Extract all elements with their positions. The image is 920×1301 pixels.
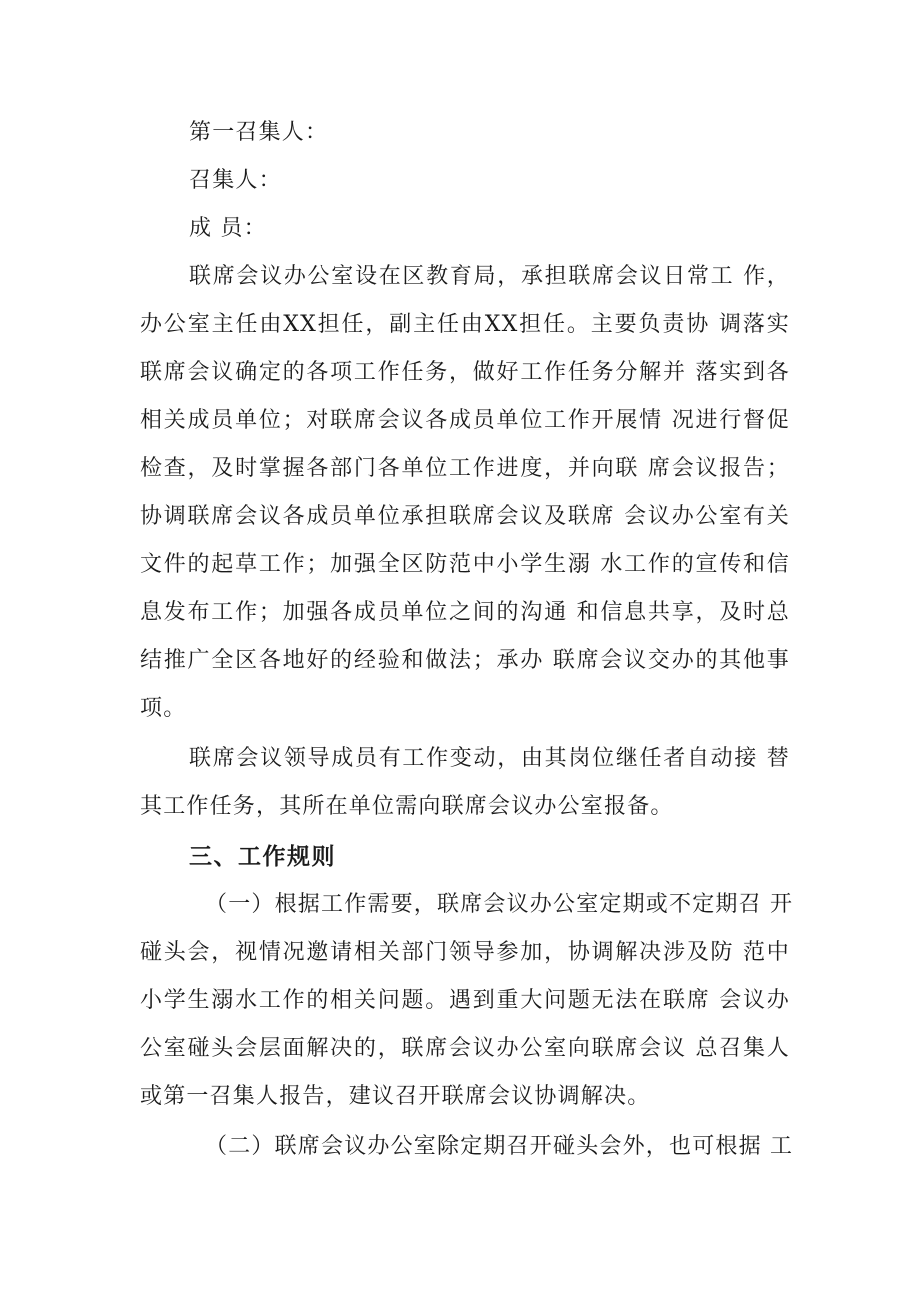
paragraph-line: 小学生溺水工作的相关问题。遇到重大问题无法在联席 会议办 xyxy=(140,988,790,1013)
paragraph-line: 文件的起草工作；加强全区防范中小学生溺 水工作的宣传和信 xyxy=(140,552,790,577)
paragraph-line: 相关成员单位；对联席会议各成员单位工作开展情 况进行督促 xyxy=(140,408,790,433)
convener-first-label: 第一召集人： xyxy=(189,120,329,145)
paragraph-line: （二）联席会议办公室除定期召开碰头会外，也可根据 工 xyxy=(205,1134,794,1159)
members-label: 成 员： xyxy=(189,216,267,241)
paragraph-line: 碰头会，视情况邀请相关部门领导参加，协调解决涉及防 范中 xyxy=(140,940,790,965)
paragraph-line: 结推广全区各地好的经验和做法；承办 联席会议交办的其他事 xyxy=(140,648,790,673)
paragraph-line: 或第一召集人报告，建议召开联席会议协调解决。 xyxy=(140,1084,651,1109)
paragraph-line: 息发布工作；加强各成员单位之间的沟通 和信息共享，及时总 xyxy=(140,600,790,625)
convener-label: 召集人： xyxy=(189,168,282,193)
paragraph-line: 公室碰头会层面解决的，联席会议办公室向联席会议 总召集人 xyxy=(140,1036,790,1061)
paragraph-line: 联席会议领导成员有工作变动，由其岗位继任者自动接 替 xyxy=(189,746,790,771)
paragraph-line: 联席会议确定的各项工作任务，做好工作任务分解并 落实到各 xyxy=(140,360,790,385)
paragraph-line: 其工作任务，其所在单位需向联席会议办公室报备。 xyxy=(140,794,674,819)
paragraph-line: 协调联席会议各成员单位承担联席会议及联席 会议办公室有关 xyxy=(140,504,790,529)
paragraph-line: （一）根据工作需要，联席会议办公室定期或不定期召 开 xyxy=(205,892,794,917)
paragraph-line: 联席会议办公室设在区教育局，承担联席会议日常工 作， xyxy=(189,264,790,289)
paragraph-line: 项。 xyxy=(140,696,187,721)
section-heading: 三、工作规则 xyxy=(189,844,336,870)
paragraph-line: 办公室主任由XX担任，副主任由XX担任。主要负责协 调落实 xyxy=(140,312,790,337)
paragraph-line: 检查，及时掌握各部门各单位工作进度，并向联 席会议报告； xyxy=(140,456,790,481)
